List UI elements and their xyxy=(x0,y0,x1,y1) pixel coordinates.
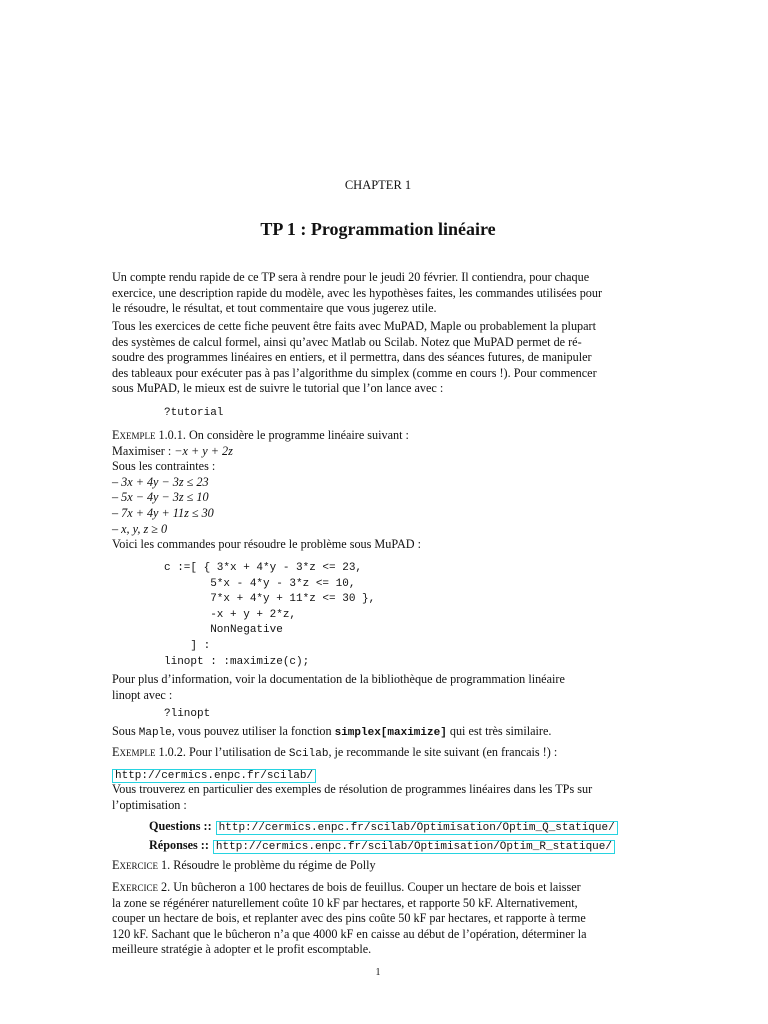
text-line: le résoudre, le résultat, et tout commentaire que vous jugerez utile. xyxy=(112,301,437,316)
scilab-word: Scilab xyxy=(288,748,329,760)
constraints-label: Sous les contraintes : xyxy=(112,459,216,474)
code-line: 7*x + 4*y + 11*z <= 30 }, xyxy=(164,593,376,606)
exercise-label: Exercice 2. xyxy=(112,880,171,894)
exercise-1 xyxy=(112,858,644,874)
tutorial-command: ?tutorial xyxy=(164,407,224,419)
text-line: l’optimisation : xyxy=(112,797,187,812)
maximize-label: Maximiser : xyxy=(112,443,172,458)
intro-paragraph-2 xyxy=(112,319,644,397)
page-title: TP 1 : Programmation linéaire xyxy=(260,219,496,239)
text-fragment: qui est très similaire. xyxy=(446,724,552,738)
code-line: -x + y + 2*z, xyxy=(164,608,297,621)
text-fragment: , vous pouvez utiliser la fonction xyxy=(171,724,335,738)
exercise-label: Exercice 1. xyxy=(112,858,171,872)
text-line: des systèmes de calcul formel, ainsi qu’avec Matlab ou Scilab. Notez que MuPAD permet de ré- xyxy=(112,334,582,349)
intro-paragraph-1 xyxy=(112,270,644,317)
code-line: 5*x - 4*y - 3*z <= 10, xyxy=(164,577,356,590)
questions-row xyxy=(149,817,681,835)
text-line: exercice, une description rapide du modèle, avec les hypothèses faites, les commandes utilisées pour xyxy=(112,285,603,300)
code-line: linopt : :maximize(c); xyxy=(164,655,310,668)
maple-note xyxy=(112,724,644,742)
commands-intro: Voici les commandes pour résoudre le problème sous MuPAD : xyxy=(112,537,422,552)
answers-link[interactable]: http://cermics.enpc.fr/scilab/Optimisation/Optim_R_statique/ xyxy=(213,840,615,854)
constraint-item: – 5x − 4y − 3z ≤ 10 xyxy=(112,490,209,505)
exercise-text: Résoudre le problème du régime de Polly xyxy=(173,858,376,872)
more-info-paragraph xyxy=(112,672,644,703)
example-text: On considère le programme linéaire suivant : xyxy=(188,428,409,442)
questions-label: Questions :: xyxy=(149,819,212,833)
text-fragment: , je recommande le site suivant (en francais !) : xyxy=(328,745,558,759)
example-label: Exemple 1.0.1. xyxy=(112,428,186,442)
text-line: Vous trouverez en particulier des exemples de résolution de programmes linéaires dans les TPs sur xyxy=(112,782,593,796)
exercise-2 xyxy=(112,880,644,958)
text-line: la zone se régénérer naturellement coûte 10 kF par hectares, et rapporte 50 kF. Alternativement, xyxy=(112,895,578,910)
code-line: ] : xyxy=(164,639,211,652)
optimisation-paragraph xyxy=(112,782,644,813)
example-2 xyxy=(112,745,644,763)
text-fragment: Sous xyxy=(112,724,139,738)
text-line: Un bûcheron a 100 hectares de bois de feuillus. Couper un hectare de bois et laisser xyxy=(173,880,581,894)
objective-expression: −x + y + 2z xyxy=(174,443,233,458)
example-1 xyxy=(112,428,644,553)
text-fragment: Pour l’utilisation de xyxy=(188,745,289,759)
questions-link[interactable]: http://cermics.enpc.fr/scilab/Optimisation/Optim_Q_statique/ xyxy=(216,821,618,835)
linopt-command: ?linopt xyxy=(164,708,211,720)
scilab-link[interactable]: http://cermics.enpc.fr/scilab/ xyxy=(112,769,316,783)
text-line: sous MuPAD, le mieux est de suivre le tutorial que l’on lance avec : xyxy=(112,381,444,396)
constraint-item: – x, y, z ≥ 0 xyxy=(112,521,168,536)
maple-word: Maple xyxy=(138,727,172,739)
chapter-label: CHAPTER 1 xyxy=(344,178,412,192)
page-number: 1 xyxy=(375,967,381,978)
answers-row xyxy=(149,836,681,854)
text-line: des tableaux pour exécuter pas à pas l’algorithme du simplex (comme en cours !). Pour commencer xyxy=(112,365,597,380)
scilab-link-line xyxy=(112,765,644,783)
code-line: c :=[ { 3*x + 4*y - 3*z <= 23, xyxy=(164,562,363,574)
constraint-item: – 7x + 4y + 11z ≤ 30 xyxy=(112,505,214,520)
text-line: 120 kF. Sachant que le bûcheron n’a que 4000 kF en caisse au début de l’opération, déterminer la xyxy=(112,926,587,941)
example-label: Exemple 1.0.2. xyxy=(112,745,186,759)
constraint-item: – 3x + 4y − 3z ≤ 23 xyxy=(112,474,209,489)
text-line: soudre des programmes linéaires en entiers, et il permettra, dans des séances futures, de manipuler xyxy=(112,350,592,365)
code-line: NonNegative xyxy=(164,624,283,637)
simplex-function: simplex[maximize] xyxy=(334,727,447,739)
mupad-code-block xyxy=(164,561,696,670)
text-line: couper un hectare de bois, et replanter avec des pins coûte 50 kF par hectares, et rapporte à terme xyxy=(112,911,586,926)
text-line: Tous les exercices de cette fiche peuvent être faits avec MuPAD, Maple ou probablement la plupart xyxy=(112,319,596,333)
text-line: Pour plus d’information, voir la documentation de la bibliothèque de programmation linéaire xyxy=(112,672,565,686)
text-line: meilleure stratégie à adopter et le profit escomptable. xyxy=(112,942,372,957)
text-line: linopt avec : xyxy=(112,687,173,702)
answers-label: Réponses :: xyxy=(149,838,209,852)
text-line: Un compte rendu rapide de ce TP sera à rendre pour le jeudi 20 février. Il contiendra, pour chaque xyxy=(112,270,590,284)
document-page xyxy=(112,0,644,1024)
